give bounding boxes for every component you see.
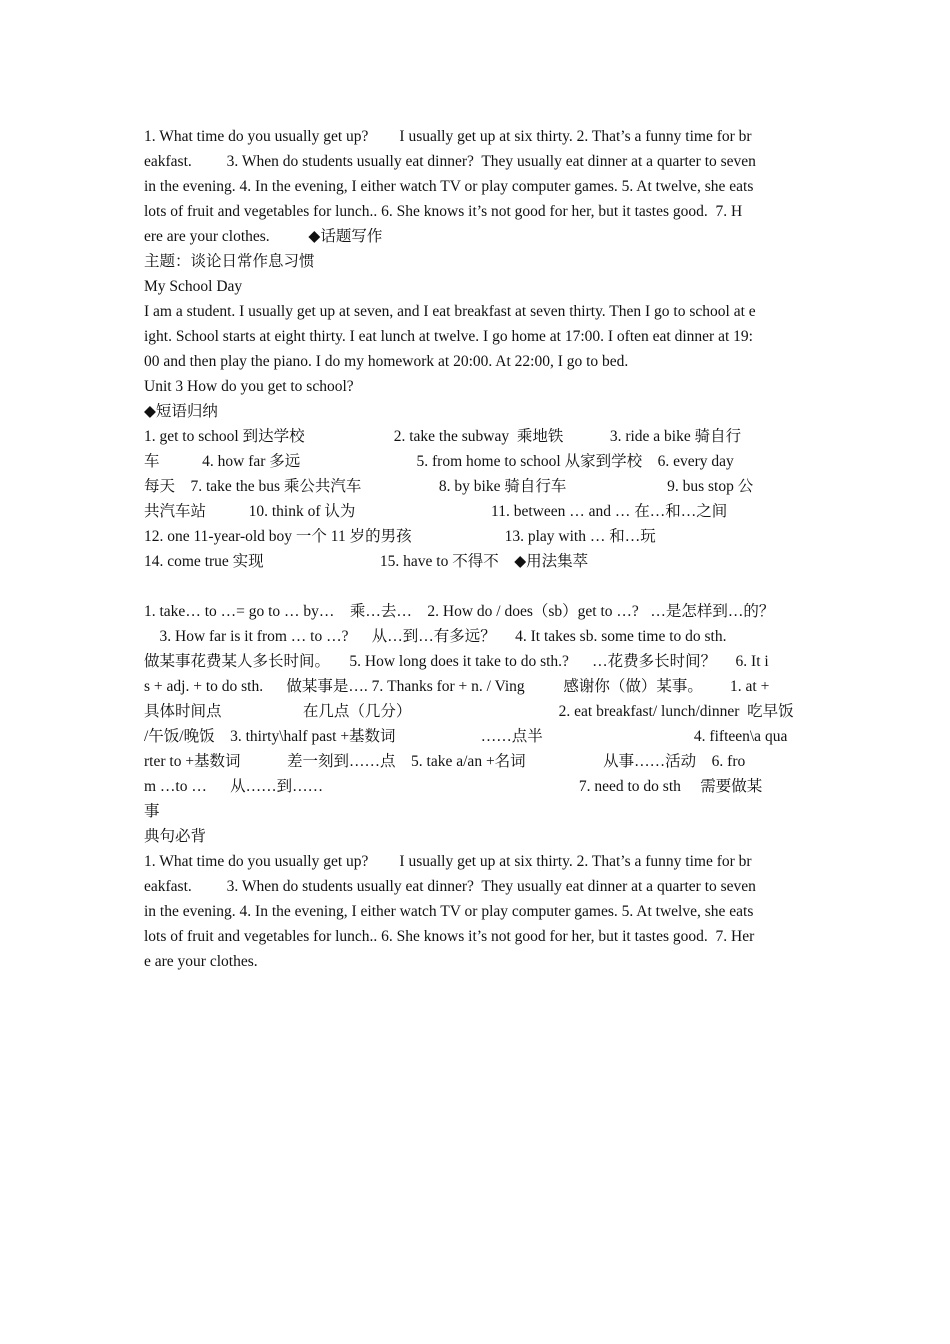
phrases-line-5: 12. one 11-year-old boy 一个 11 岁的男孩 13. play with … 和…玩 xyxy=(144,528,656,545)
usage-line-4: s + adj. + to do sth. 做某事是…. 7. Thanks for + n. / Ving 感谢你（做）某事。 1. at + xyxy=(144,678,770,695)
essay-title: My School Day xyxy=(144,278,243,295)
document-page xyxy=(144,124,808,974)
usage-line-7: rter to +基数词 差一刻到……点 5. take a/an +名词 从事……活动 6. fro xyxy=(144,753,746,770)
sentences-top-line-3: in the evening. 4. In the evening, I either watch TV or play computer games. 5. At twelve, she eats xyxy=(144,178,754,195)
phrases-line-6: 14. come true 实现 15. have to 不得不 ◆用法集萃 xyxy=(144,553,589,570)
usage-line-5: 具体时间点 在几点（几分） 2. eat breakfast/ lunch/dinner 吃早饭 xyxy=(144,703,794,720)
sentences-top-line-2: eakfast. 3. When do students usually eat dinner? They usually eat dinner at a quarter to seven xyxy=(144,153,756,170)
phrases-line-4: 共汽车站 10. think of 认为 11. between … and … 在…和…之间 xyxy=(144,503,728,520)
sentences-bottom-line-2: eakfast. 3. When do students usually eat dinner? They usually eat dinner at a quarter to seven xyxy=(144,878,756,895)
usage-line-6: /午饭/晚饭 3. thirty\half past +基数词 ……点半 4. fifteen\a qua xyxy=(144,728,788,745)
key-sentences-heading: 典句必背 xyxy=(144,828,207,845)
usage-line-8: m …to … 从……到…… 7. need to do sth 需要做某 xyxy=(144,778,763,795)
usage-line-9: 事 xyxy=(144,803,160,820)
sentences-top-line-5: ere are your clothes. ◆话题写作 xyxy=(144,228,383,245)
phrases-line-3: 每天 7. take the bus 乘公共汽车 8. by bike 骑自行车 9. bus stop 公 xyxy=(144,478,754,495)
topic-heading: 主题：谈论日常作息习惯 xyxy=(144,253,315,270)
sentences-bottom-line-3: in the evening. 4. In the evening, I either watch TV or play computer games. 5. At twelve, she eats xyxy=(144,903,754,920)
sentences-top-line-1: 1. What time do you usually get up? I usually get up at six thirty. 2. That’s a funny time for br xyxy=(144,128,752,145)
usage-line-3: 做某事花费某人多长时间。 5. How long does it take to do sth.? …花费多长时间？ 6. It i xyxy=(144,653,769,670)
sentences-bottom-line-4: lots of fruit and vegetables for lunch.. 6. She knows it’s not good for her, but it tastes good. 7. Her xyxy=(144,928,755,945)
sentences-top-line-4: lots of fruit and vegetables for lunch.. 6. She knows it’s not good for her, but it tastes good. 7. H xyxy=(144,203,743,220)
essay-line-1: I am a student. I usually get up at seven, and I eat breakfast at seven thirty. Then I go to school at e xyxy=(144,303,756,320)
sentences-bottom-line-1: 1. What time do you usually get up? I usually get up at six thirty. 2. That’s a funny time for br xyxy=(144,853,752,870)
usage-line-1: 1. take… to …= go to … by… 乘…去… 2. How do / does（sb）get to …? …是怎样到…的？ xyxy=(144,603,775,620)
essay-line-3: 00 and then play the piano. I do my homework at 20:00. At 22:00, I go to bed. xyxy=(144,353,629,370)
phrases-line-2: 车 4. how far 多远 5. from home to school 从家到学校 6. every day xyxy=(144,453,734,470)
essay-line-2: ight. School starts at eight thirty. I eat lunch at twelve. I go home at 17:00. I often eat dinner at 19: xyxy=(144,328,753,345)
usage-line-2: 3. How far is it from … to …? 从…到…有多远？ 4. It takes sb. some time to do sth. xyxy=(144,628,727,645)
unit-title: Unit 3 How do you get to school? xyxy=(144,378,354,395)
sentences-bottom-line-5: e are your clothes. xyxy=(144,953,258,970)
blank xyxy=(144,574,808,599)
phrases-line-1: 1. get to school 到达学校 2. take the subway 乘地铁 3. ride a bike 骑自行 xyxy=(144,428,742,445)
phrases-heading: ◆短语归纳 xyxy=(144,403,218,420)
